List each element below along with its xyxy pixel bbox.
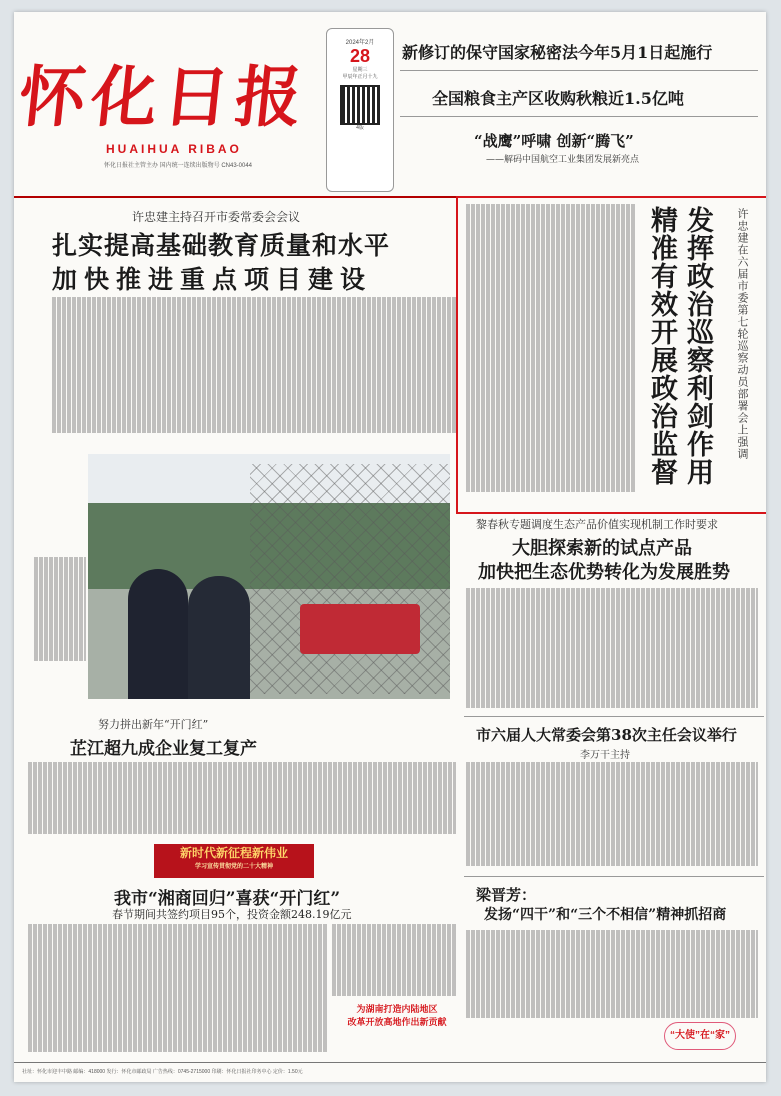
banner-title: 新时代新征程新伟业 <box>179 846 288 860</box>
standing-body-text <box>466 762 758 872</box>
stamp-logo: “大使”在“家” <box>664 1022 736 1050</box>
standing-sub: 李万干主持 <box>580 750 630 761</box>
top-headline-3-sub: ——解码中国航空工业集团发展新亮点 <box>486 155 640 165</box>
lead-title-2: 加快推进重点项目建设 <box>52 265 373 294</box>
xiang-body-text-2 <box>332 924 456 998</box>
liang-title: 梁晋芳： <box>476 886 537 904</box>
photo-caption <box>34 557 88 667</box>
divider <box>464 876 764 877</box>
date-day: 28 <box>349 46 371 66</box>
eco-body-text <box>466 588 758 708</box>
barbed-wire-fence <box>250 464 450 694</box>
liang-body-text <box>466 930 758 1018</box>
lead-kicker: 许忠建主持召开市委常委会会议 <box>132 210 301 224</box>
lead-body-text <box>52 297 456 437</box>
zj-kicker: 努力拼出新年“开门红” <box>98 718 209 731</box>
featured-body-text <box>466 204 636 504</box>
newspaper-page <box>14 12 766 1082</box>
date-lunar: 甲辰年正月十九 <box>342 74 378 80</box>
zj-body-text <box>28 762 456 834</box>
footer-info: 社址：怀化市迎丰中路 邮编：418000 发行：怀化市邮政局 广告热线：0745-2715000 印刷：怀化日报社印务中心 定价：1.50元 <box>14 1062 766 1082</box>
ad-line-1: 为湖南打造内陆地区 <box>356 1005 438 1015</box>
banner-sub: 学习宣传贯彻党的二十大精神 <box>194 863 273 870</box>
train-image <box>300 604 420 654</box>
xiang-title: 我市“湘商回归”喜获“开门红” <box>114 889 341 909</box>
top-headline-2: 全国粮食主产区收购秋粮近1.5亿吨 <box>432 89 684 108</box>
eco-title-2: 加快把生态优势转化为发展胜势 <box>478 562 730 583</box>
date-box <box>326 28 394 192</box>
officer-figure <box>188 576 250 699</box>
date-weekday: 星期三 <box>352 67 368 73</box>
featured-title-col-1: 发挥政治巡察利剑作用 <box>682 206 713 486</box>
top-headline-1: 新修订的保守国家秘密法今年5月1日起施行 <box>402 43 713 62</box>
xiang-sub: 春节期间共签约项目95个，投资金额248.19亿元 <box>112 908 352 921</box>
masthead-logo-en: HUAIHUA RIBAO <box>106 142 242 156</box>
standing-title: 市六届人大常委会第38次主任会议举行 <box>476 726 737 744</box>
slogan-ad <box>332 1002 462 1042</box>
xiang-body-text <box>28 924 328 1054</box>
news-photo <box>88 454 450 699</box>
qr-code-icon <box>342 87 378 123</box>
officer-figure <box>128 569 188 699</box>
masthead-meta: 怀化日报社主管主办 国内统一连续出版物号 CN43-0044 <box>104 163 253 169</box>
divider <box>400 116 758 117</box>
lead-title-1: 扎实提高基础教育质量和水平 <box>52 231 391 260</box>
ad-line-2: 改革开放高地作出新贡献 <box>347 1018 447 1028</box>
divider <box>464 716 764 717</box>
date-month: 2024年2月 <box>345 40 375 46</box>
eco-title-1: 大胆探索新的试点产品 <box>512 538 692 559</box>
top-headline-3: “战鹰”呼啸 创新“腾飞” <box>474 132 634 150</box>
featured-subtitle: 许忠建在六届市委第七轮巡察动员部署会上强调 <box>736 208 749 460</box>
zj-title: 芷江超九成企业复工复产 <box>70 739 257 759</box>
featured-title-col-2: 精准有效开展政治监督 <box>646 206 677 486</box>
liang-sub: 发扬“四干”和“三个不相信”精神抓招商 <box>484 907 727 923</box>
eco-kicker: 黎春秋专题调度生态产品价值实现机制工作时要求 <box>476 518 718 531</box>
issue-pages: 4版 <box>356 125 364 131</box>
divider <box>400 70 758 71</box>
masthead-logo: 怀化日报 <box>15 58 312 136</box>
campaign-banner <box>154 844 314 878</box>
